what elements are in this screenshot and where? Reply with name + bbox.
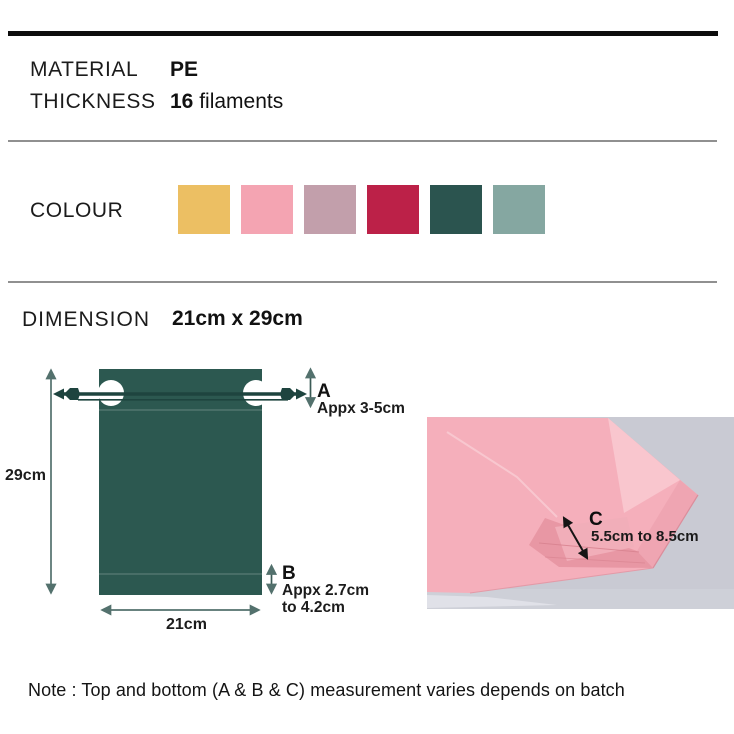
label-a-value: Appx 3-5cm bbox=[317, 400, 405, 417]
colour-swatch-crimson bbox=[367, 185, 419, 234]
colour-swatch-sage-green bbox=[493, 185, 545, 234]
thickness-value-number: 16 bbox=[170, 90, 194, 113]
material-value: PE bbox=[170, 58, 199, 81]
rope-right-tip bbox=[296, 389, 307, 400]
label-b-value-line1: Appx 2.7cm bbox=[282, 582, 370, 599]
colour-swatch-golden-yellow bbox=[178, 185, 230, 234]
rope-right-knot bbox=[280, 388, 296, 400]
colour-swatch-mauve bbox=[304, 185, 356, 234]
width-measure-label: 21cm bbox=[166, 616, 207, 633]
dimension-label: DIMENSION bbox=[22, 308, 151, 331]
divider-top-thick bbox=[8, 31, 718, 36]
rope-left-knot bbox=[64, 388, 80, 400]
label-c-value: 5.5cm to 8.5cm bbox=[591, 528, 699, 545]
height-measure-label: 29cm bbox=[5, 467, 46, 484]
divider-after-colour bbox=[8, 281, 717, 283]
label-b: B bbox=[282, 563, 296, 584]
thickness-value bbox=[170, 91, 283, 113]
label-a: A bbox=[317, 381, 331, 402]
colour-swatch-row bbox=[178, 185, 545, 234]
label-b-value-line2: to 4.2cm bbox=[282, 599, 345, 616]
label-c: C bbox=[589, 509, 603, 530]
colour-swatch-dark-teal bbox=[430, 185, 482, 234]
thickness-label: THICKNESS bbox=[30, 90, 156, 113]
dimension-value: 21cm x 29cm bbox=[172, 307, 303, 330]
product-photo bbox=[427, 417, 734, 609]
thickness-value-unit: filaments bbox=[193, 90, 284, 113]
note-text: Note : Top and bottom (A & B & C) measurement varies depends on batch bbox=[28, 680, 625, 700]
bag-body bbox=[99, 369, 262, 595]
divider-after-spec bbox=[8, 140, 717, 142]
material-label: MATERIAL bbox=[30, 58, 139, 81]
pink-bag-photo-art bbox=[427, 417, 734, 609]
colour-swatch-pink bbox=[241, 185, 293, 234]
colour-label: COLOUR bbox=[30, 199, 124, 222]
rope-left-tip bbox=[53, 389, 64, 400]
